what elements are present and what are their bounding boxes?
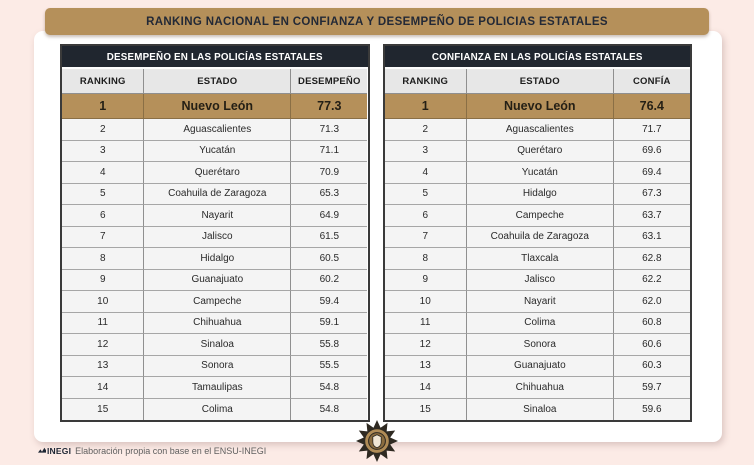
page-title: RANKING NACIONAL EN CONFIANZA Y DESEMPEÑO DE POLICIAS ESTATALES [45,8,709,35]
value-cell: 59.1 [291,313,367,335]
rank-cell: 5 [385,184,467,206]
table-row [62,94,368,119]
rank-cell: 13 [385,356,467,378]
state-cell: Guanajuato [467,356,614,378]
table-row [385,162,691,184]
table-row [62,227,368,249]
column-header: DESEMPEÑO [291,69,367,94]
value-cell: 55.8 [291,334,367,356]
rank-cell: 10 [62,291,144,313]
value-cell: 54.8 [291,377,367,399]
source-note [38,446,266,456]
rank-cell: 5 [62,184,144,206]
table-row [385,94,691,119]
rank-cell: 14 [62,377,144,399]
ranking-table-desempeno [60,44,370,422]
rank-cell: 2 [385,119,467,141]
rank-cell: 4 [385,162,467,184]
rank-cell: 11 [62,313,144,335]
state-cell: Chihuahua [144,313,291,335]
state-cell: Querétaro [144,162,291,184]
inegi-logo-text: INEGI [47,446,72,456]
rank-cell: 8 [385,248,467,270]
state-cell: Campeche [467,205,614,227]
rank-cell: 13 [62,356,144,378]
rank-cell: 12 [62,334,144,356]
state-cell: Nayarit [144,205,291,227]
value-cell: 60.8 [614,313,690,335]
table-row [62,248,368,270]
value-cell: 64.9 [291,205,367,227]
state-cell: Coahuila de Zaragoza [467,227,614,249]
column-header: RANKING [62,69,144,94]
state-cell: Colima [467,313,614,335]
rank-cell: 4 [62,162,144,184]
value-cell: 59.7 [614,377,690,399]
state-cell: Colima [144,399,291,421]
state-cell: Nuevo León [144,94,291,119]
rank-cell: 7 [385,227,467,249]
rank-cell: 2 [62,119,144,141]
table-row [62,205,368,227]
table-row [385,184,691,206]
table-row [385,205,691,227]
value-cell: 59.4 [291,291,367,313]
column-header: CONFÍA [614,69,690,94]
state-cell: Guanajuato [144,270,291,292]
state-cell: Sonora [467,334,614,356]
rank-cell: 10 [385,291,467,313]
table-row [385,141,691,163]
table-row [62,313,368,335]
table-row [62,399,368,421]
state-cell: Nuevo León [467,94,614,119]
police-star-badge-icon [356,420,398,462]
state-cell: Aguascalientes [144,119,291,141]
value-cell: 63.7 [614,205,690,227]
table-row [385,313,691,335]
rank-cell: 11 [385,313,467,335]
state-cell: Querétaro [467,141,614,163]
rank-cell: 1 [62,94,144,119]
state-cell: Hidalgo [144,248,291,270]
value-cell: 60.5 [291,248,367,270]
table-row [385,248,691,270]
table-row [62,377,368,399]
value-cell: 77.3 [291,94,367,119]
value-cell: 71.3 [291,119,367,141]
table-row [62,141,368,163]
rank-cell: 1 [385,94,467,119]
table-row [62,356,368,378]
table-row [385,291,691,313]
table-row [62,270,368,292]
state-cell: Hidalgo [467,184,614,206]
table-title: CONFIANZA EN LAS POLICÍAS ESTATALES [385,46,691,69]
state-cell: Campeche [144,291,291,313]
value-cell: 54.8 [291,399,367,421]
rank-cell: 15 [62,399,144,421]
state-cell: Tlaxcala [467,248,614,270]
rank-cell: 12 [385,334,467,356]
state-cell: Sonora [144,356,291,378]
value-cell: 71.1 [291,141,367,163]
state-cell: Aguascalientes [467,119,614,141]
state-cell: Jalisco [144,227,291,249]
rank-cell: 8 [62,248,144,270]
table-row [385,227,691,249]
table-row [62,334,368,356]
table-body [62,94,368,420]
inegi-logo [38,446,71,456]
state-cell: Jalisco [467,270,614,292]
table-row [62,119,368,141]
table-row [62,291,368,313]
value-cell: 69.6 [614,141,690,163]
value-cell: 71.7 [614,119,690,141]
table-row [385,334,691,356]
state-cell: Tamaulipas [144,377,291,399]
table-row [385,399,691,421]
table-body [385,94,691,420]
value-cell: 60.3 [614,356,690,378]
column-header-row [385,69,691,94]
value-cell: 63.1 [614,227,690,249]
value-cell: 67.3 [614,184,690,206]
state-cell: Chihuahua [467,377,614,399]
rank-cell: 7 [62,227,144,249]
value-cell: 62.2 [614,270,690,292]
state-cell: Nayarit [467,291,614,313]
state-cell: Coahuila de Zaragoza [144,184,291,206]
value-cell: 61.5 [291,227,367,249]
tables-container [60,44,692,422]
table-row [385,270,691,292]
value-cell: 70.9 [291,162,367,184]
rank-cell: 3 [62,141,144,163]
value-cell: 62.0 [614,291,690,313]
state-cell: Yucatán [144,141,291,163]
table-title: DESEMPEÑO EN LAS POLICÍAS ESTATALES [62,46,368,69]
rank-cell: 9 [62,270,144,292]
rank-cell: 9 [385,270,467,292]
rank-cell: 6 [385,205,467,227]
value-cell: 62.8 [614,248,690,270]
value-cell: 55.5 [291,356,367,378]
value-cell: 60.2 [291,270,367,292]
column-header-row [62,69,368,94]
value-cell: 76.4 [614,94,690,119]
rank-cell: 3 [385,141,467,163]
table-row [62,162,368,184]
table-row [385,119,691,141]
content-card [34,31,722,442]
value-cell: 60.6 [614,334,690,356]
source-text: Elaboración propia con base en el ENSU-INEGI [75,446,267,456]
rank-cell: 14 [385,377,467,399]
column-header: ESTADO [467,69,614,94]
state-cell: Sinaloa [467,399,614,421]
value-cell: 69.4 [614,162,690,184]
inegi-logo-mark-icon [38,447,46,455]
table-row [385,356,691,378]
value-cell: 59.6 [614,399,690,421]
state-cell: Yucatán [467,162,614,184]
column-header: ESTADO [144,69,291,94]
value-cell: 65.3 [291,184,367,206]
ranking-table-confianza [383,44,693,422]
table-row [385,377,691,399]
table-row [62,184,368,206]
state-cell: Sinaloa [144,334,291,356]
rank-cell: 15 [385,399,467,421]
column-header: RANKING [385,69,467,94]
rank-cell: 6 [62,205,144,227]
